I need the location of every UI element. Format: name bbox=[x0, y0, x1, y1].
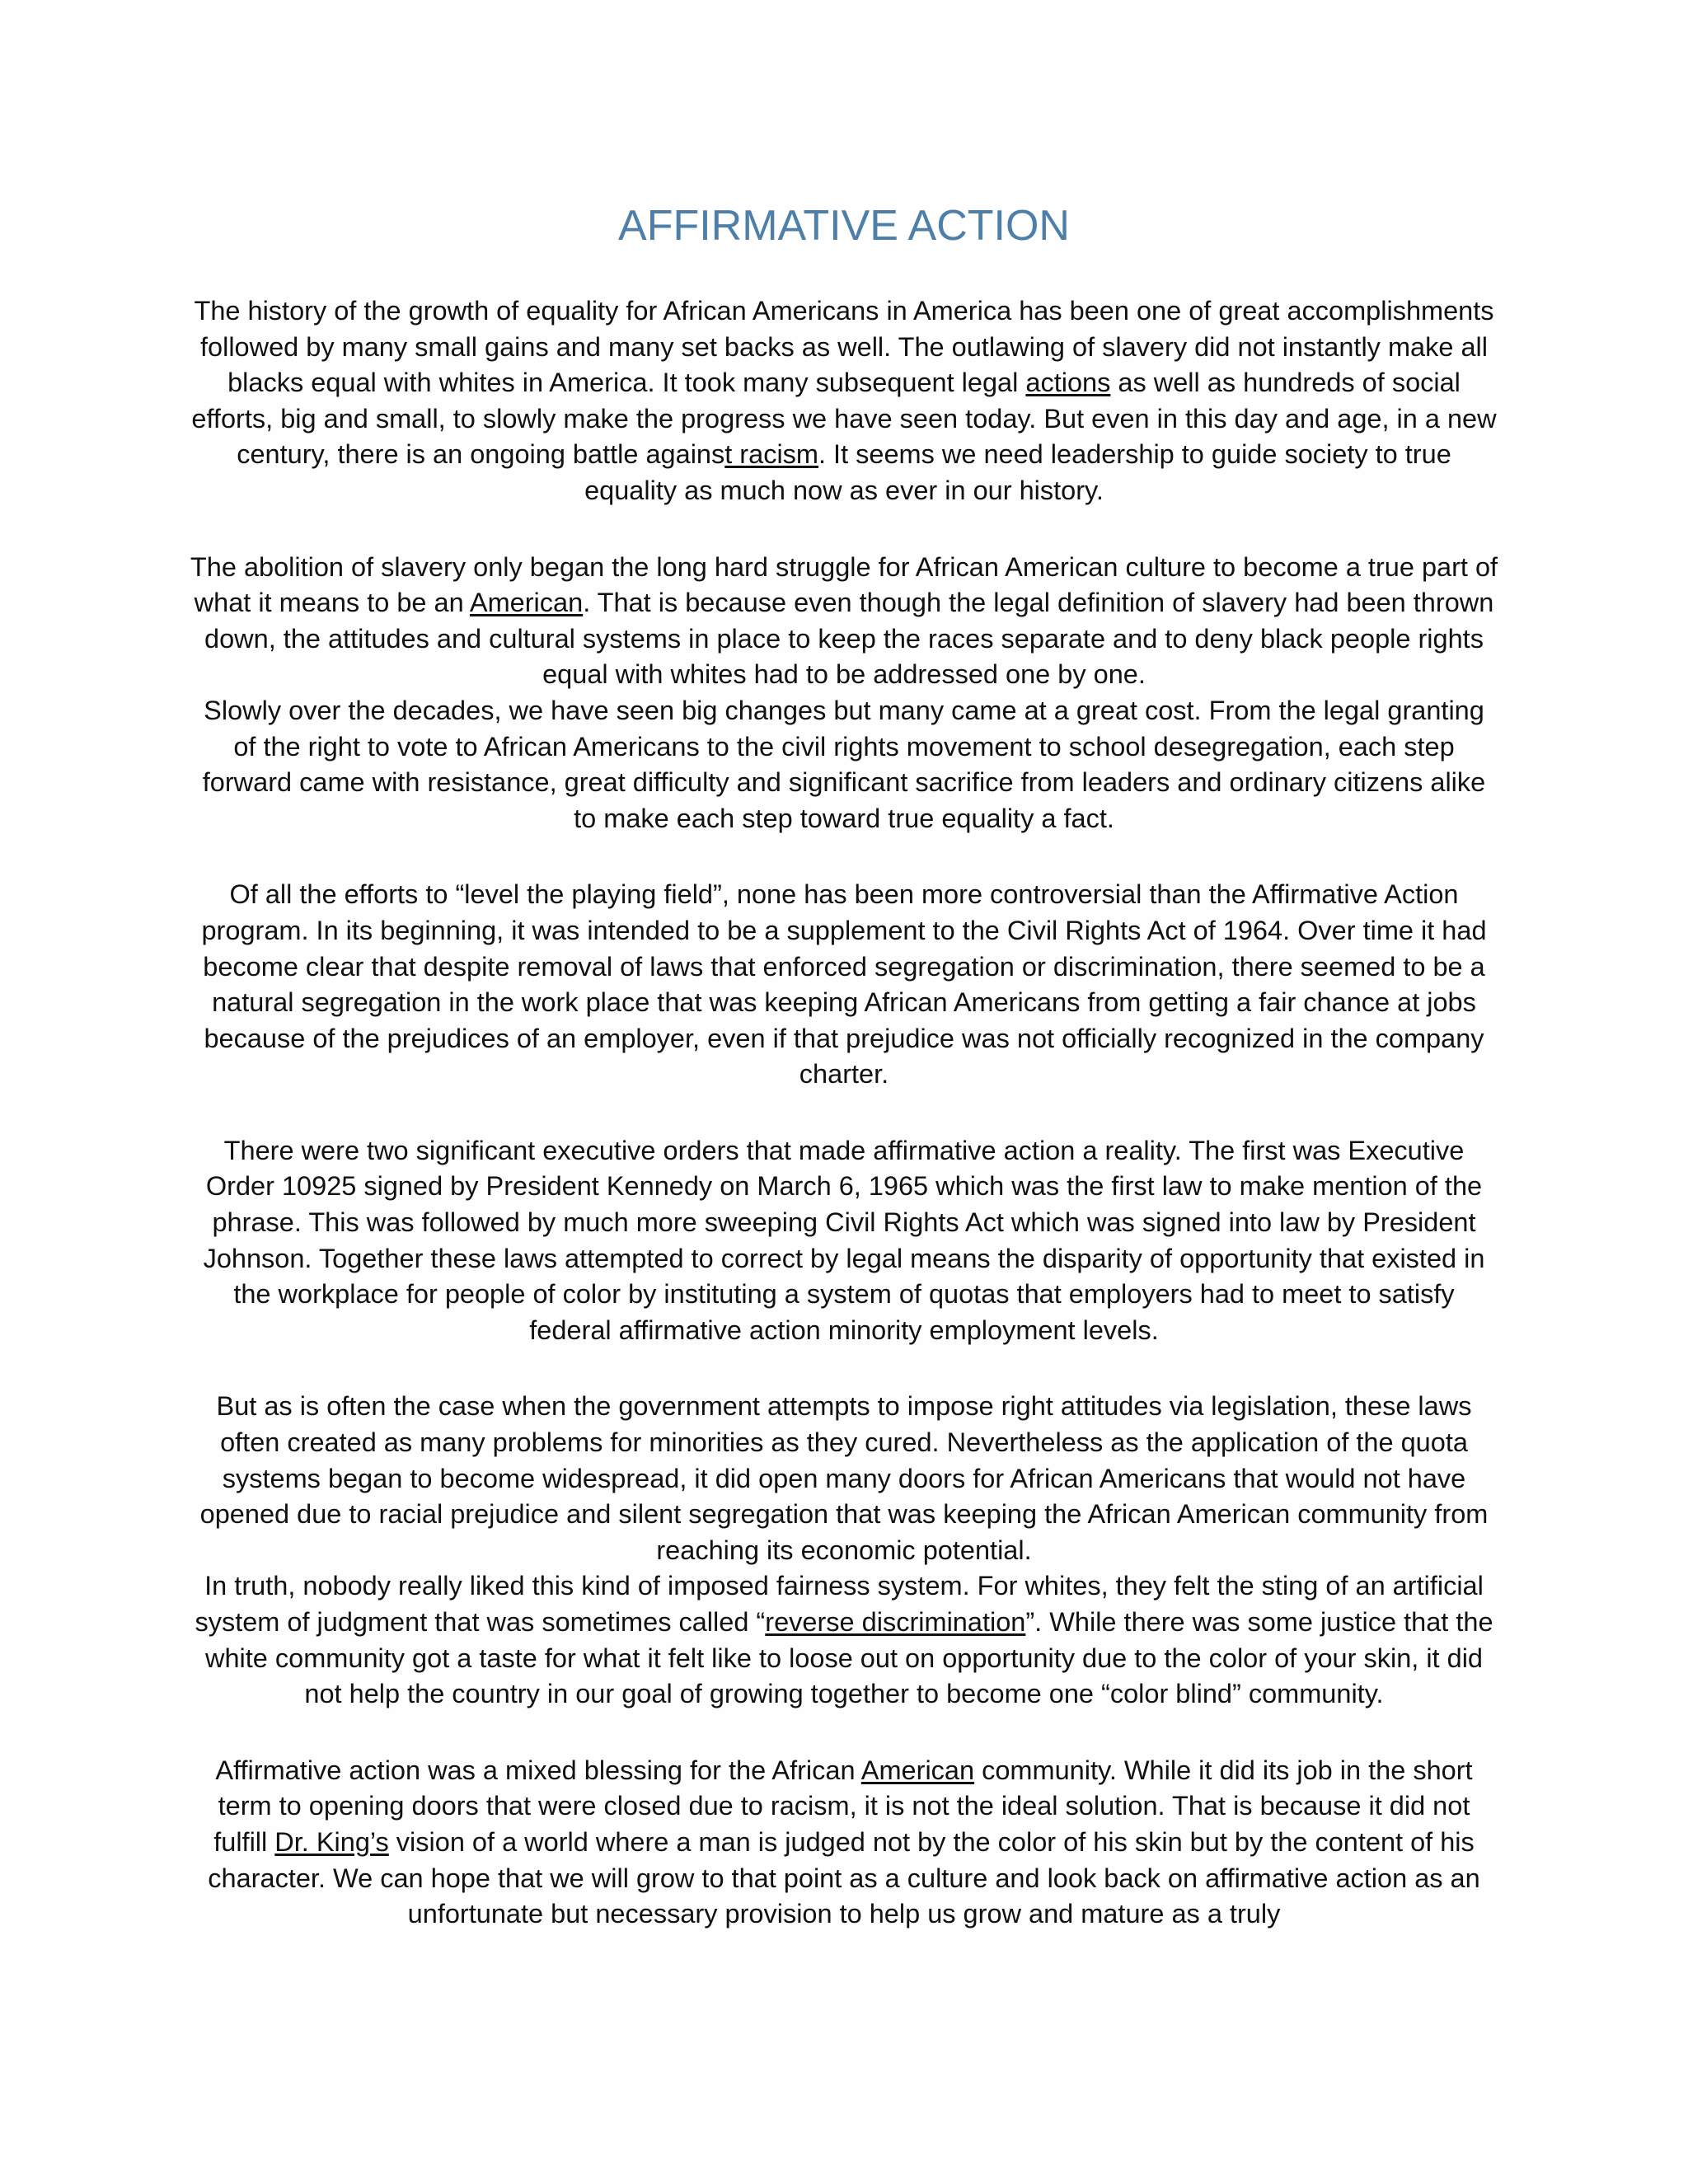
paragraph-2-text-a: The abolition of slavery only began the long hard struggle for African American culture to become a true part of what it means to be an bbox=[190, 551, 1498, 618]
paragraph-4: Of all the efforts to “level the playing field”, none has been more controversial than the Affirmative Action program. In its beginning, it was intended to be a supplement to the Civil Rights Act of 1964. Over time it had become clear that despite removal of laws that enforced segregation or discrimination, there seemed to be a natural segregation in the work place that was keeping African Americans from getting a fair chance at jobs because of the prejudices of an employer, even if that prejudice was not officially recognized in the company charter. bbox=[201, 879, 1487, 1090]
paragraph-7 bbox=[190, 1568, 1498, 1712]
paragraph-gap bbox=[190, 509, 1498, 550]
paragraph-5: There were two significant executive orders that made affirmative action a reality. The first was Executive Order 10925 signed by President Kennedy on March 6, 1965 which was the first law to make mention of the phrase. This was followed by much more sweeping Civil Rights Act which was signed into law by President Johnson. Together these laws attempted to correct by legal means the disparity of opportunity that existed in the workplace for people of color by instituting a system of quotas that employers had to meet to satisfy federal affirmative action minority employment levels. bbox=[203, 1135, 1485, 1345]
paragraph-gap bbox=[190, 1713, 1498, 1753]
paragraph-2-text-b: . That is because even though the legal definition of slavery had been thrown down, the attitudes and cultural systems in place to keep the races separate and to deny black people rights equal with whites had to be addressed one by one. bbox=[204, 588, 1494, 690]
paragraph-8 bbox=[190, 1753, 1498, 1933]
paragraph-7-text-b: ”. While there was some justice that the white community got a taste for what it felt like to loose out on opportunity due to the color of your skin, it did not help the country in our goal of growing together to become one “color blind” community. bbox=[205, 1607, 1493, 1709]
paragraph-gap bbox=[190, 1093, 1498, 1133]
paragraph-7-text-a: In truth, nobody really liked this kind of imposed fairness system. For whites, they felt the sting of an artificial system of judgment that was sometimes called “ bbox=[195, 1571, 1484, 1637]
document-title: AFFIRMATIVE ACTION bbox=[618, 202, 1070, 250]
document-body bbox=[190, 293, 1498, 1933]
link-american-2[interactable]: American bbox=[860, 1755, 975, 1785]
link-american-1[interactable]: American bbox=[469, 588, 584, 618]
paragraph-2 bbox=[190, 550, 1498, 693]
paragraph-8-text-b: community. While it did its job in the short term to opening doors that were closed due to racism, it is not the ideal solution. That is because it did not fulfill bbox=[213, 1755, 1473, 1857]
link-racism[interactable]: t racism bbox=[724, 439, 818, 470]
paragraph-1-text-a: The history of the growth of equality for African Americans in America has been one of great accomplishments followed by many small gains and many set backs as well. The outlawing of slavery did not instantly make all blacks equal with whites in America. It took many subsequent legal bbox=[194, 296, 1494, 398]
paragraph-gap bbox=[190, 837, 1498, 877]
paragraph-8-text-a: Affirmative action was a mixed blessing for the African bbox=[215, 1755, 861, 1785]
paragraph-3: Slowly over the decades, we have seen big changes but many came at a great cost. From the legal granting of the right to vote to African Americans to the civil rights movement to school desegregation, each step forward came with resistance, great difficulty and significant sacrifice from leaders and ordinary citizens alike to make each step toward true equality a fact. bbox=[202, 695, 1486, 833]
paragraph-8-text-c: vision of a world where a man is judged not by the color of his skin but by the content of his character. We can hope that we will grow to that point as a culture and look back on affirmative action as an unfortunate but necessary provision to help us grow and mature as a truly bbox=[208, 1826, 1480, 1929]
paragraph-6: But as is often the case when the government attempts to impose right attitudes via legislation, these laws often created as many problems for minorities as they cured. Nevertheless as the application of the quota systems began to become widespread, it did open many doors for African Americans that would not have opened due to racial prejudice and silent segregation that was keeping the African American community from reaching its economic potential. bbox=[199, 1391, 1489, 1565]
link-reverse-discrimination[interactable]: reverse discrimination bbox=[765, 1607, 1026, 1637]
paragraph-1 bbox=[190, 293, 1498, 509]
link-actions[interactable]: actions bbox=[1025, 368, 1111, 398]
paragraph-gap bbox=[190, 1348, 1498, 1389]
link-dr-king[interactable]: Dr. King’s bbox=[274, 1826, 389, 1857]
paragraph-1-text-b: as well as hundreds of social efforts, big and small, to slowly make the progress we have seen today. But even in this day and age, in a new century, there is an ongoing battle agains bbox=[191, 368, 1497, 470]
paragraph-1-text-c: . It seems we need leadership to guide society to true equality as much now as ever in our history. bbox=[584, 439, 1451, 505]
